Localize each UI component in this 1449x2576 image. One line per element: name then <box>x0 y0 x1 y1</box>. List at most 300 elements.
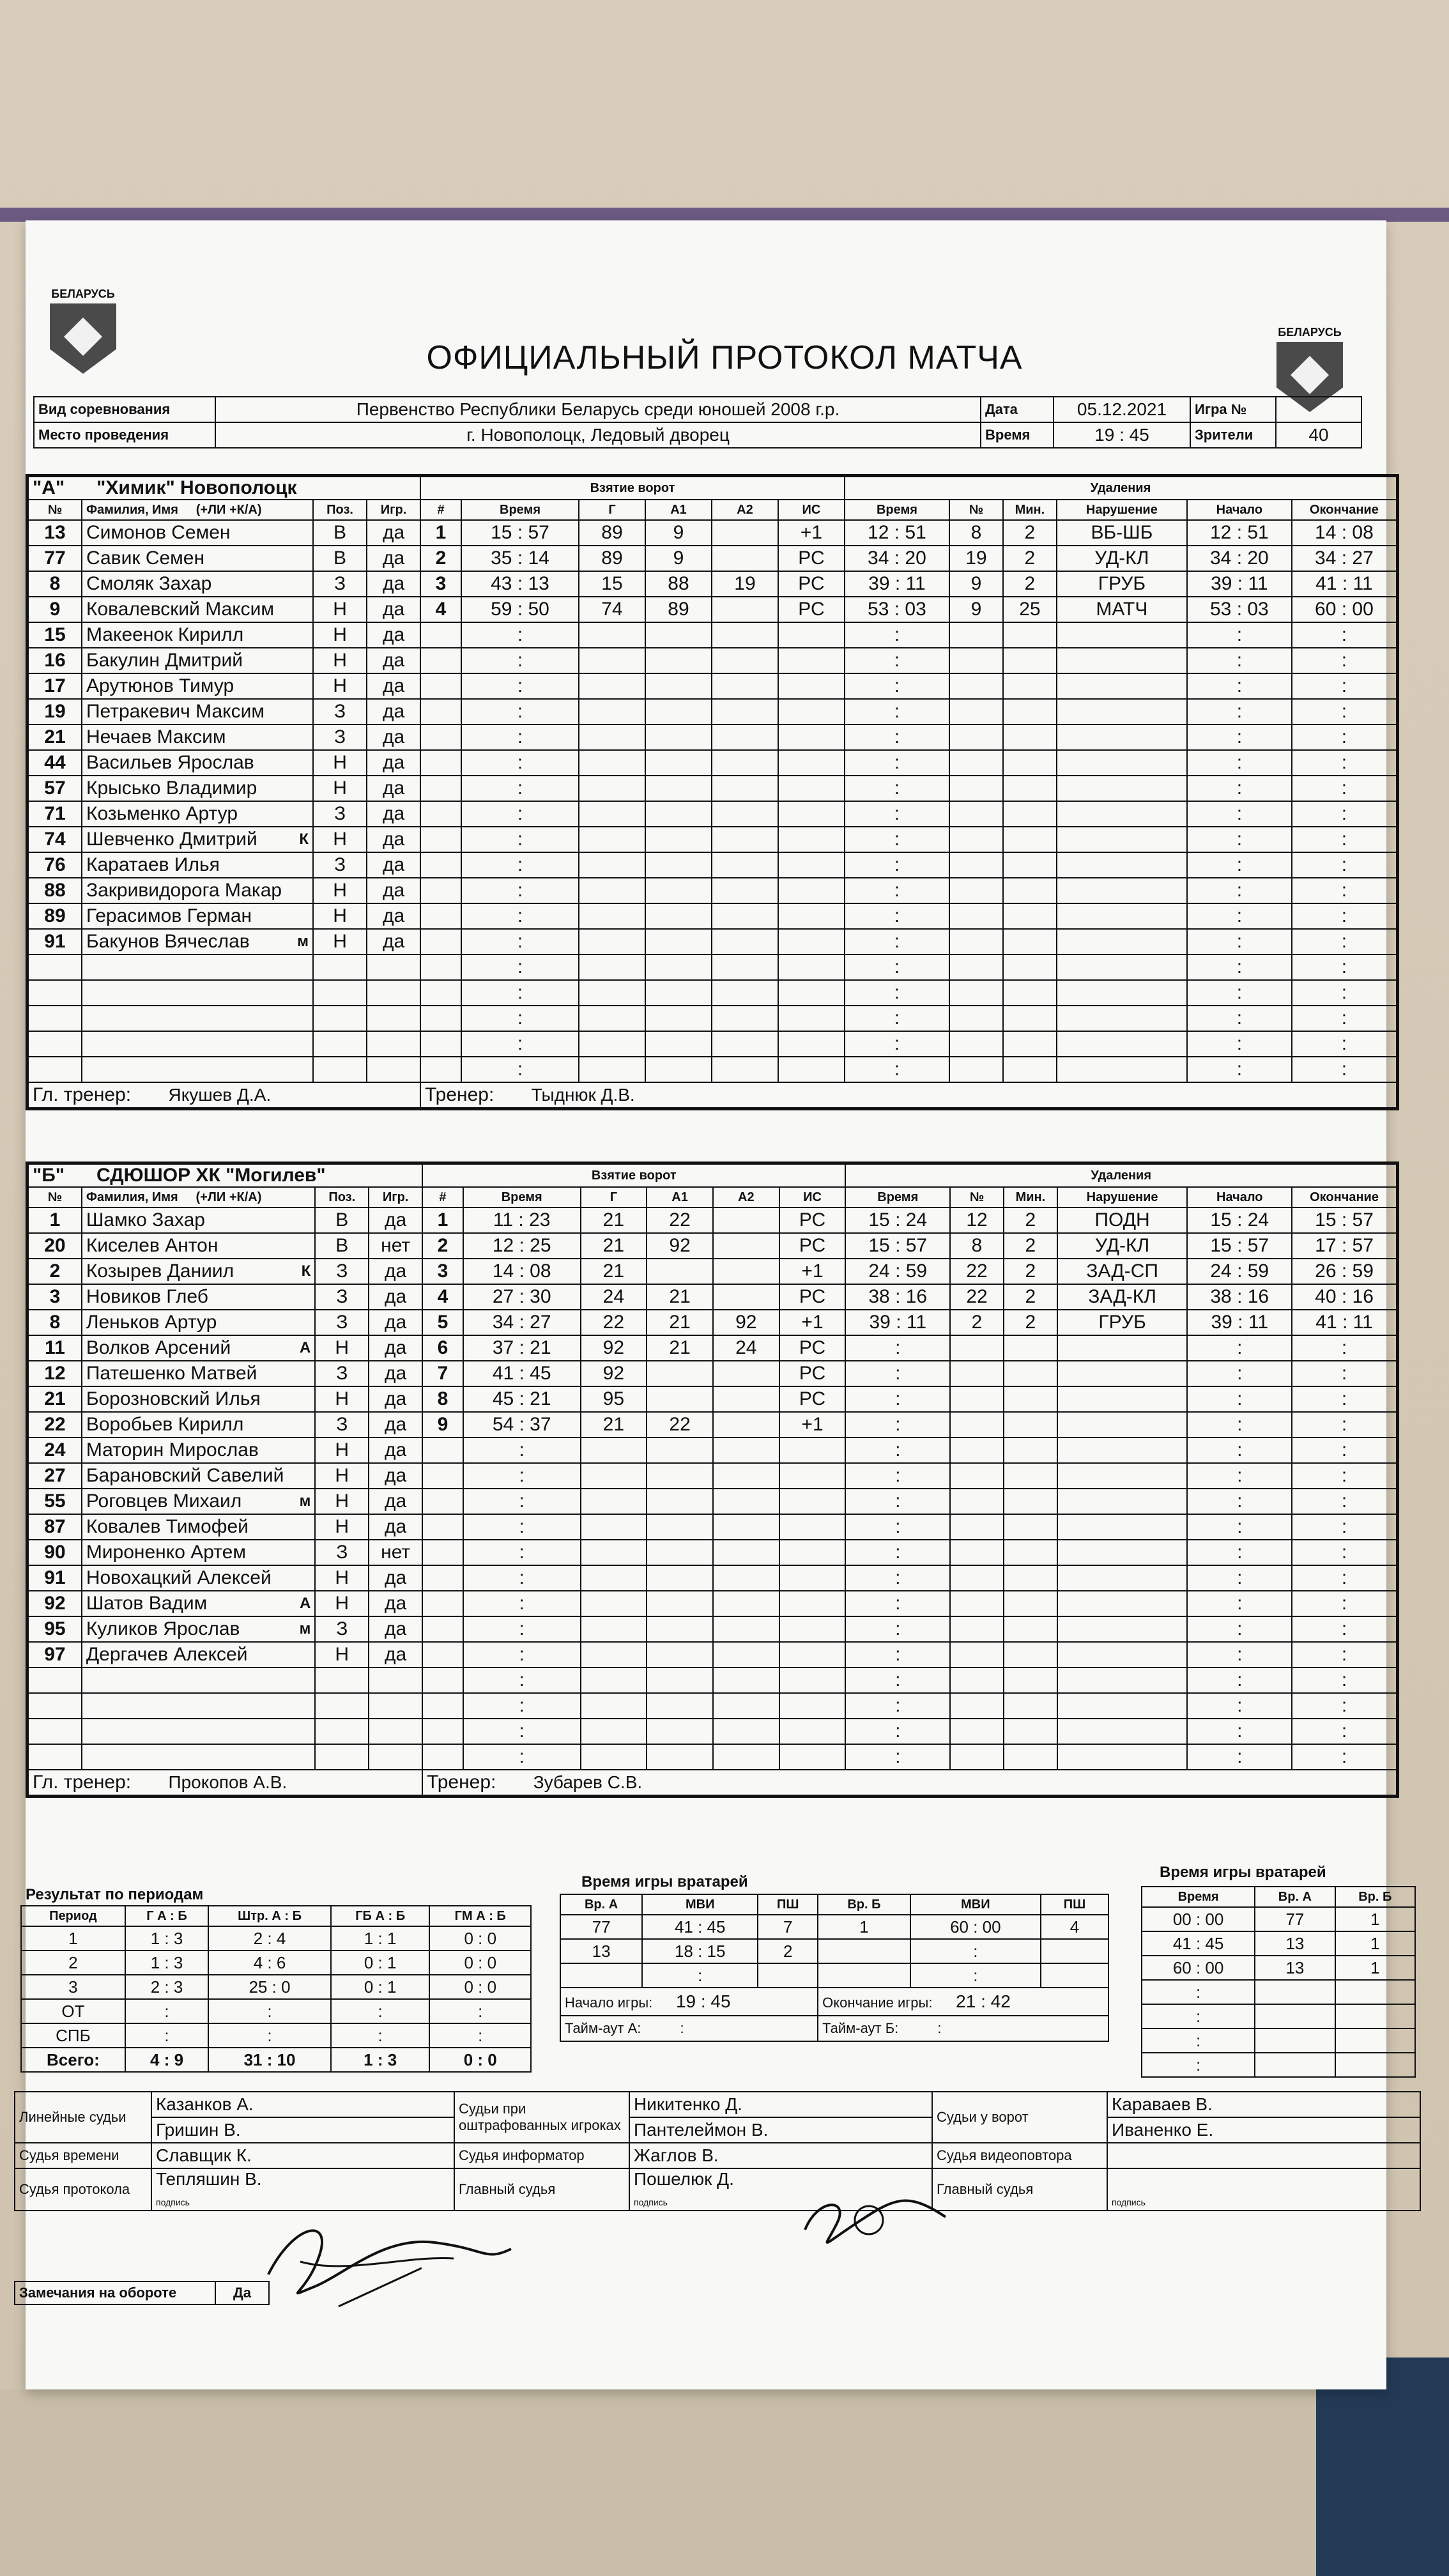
penalty-start: 38 : 16 <box>1187 1284 1292 1310</box>
player-role <box>286 724 313 750</box>
goal-scorer: 74 <box>579 597 645 622</box>
officials-table <box>14 2091 1421 2211</box>
player-name: Новохацкий Алексей <box>82 1565 288 1591</box>
goal-time: 43 : 13 <box>461 571 579 597</box>
player-name: Смоляк Захар <box>82 571 286 597</box>
player-number: 97 <box>27 1642 82 1667</box>
col-pen-end: Окончание <box>1292 500 1398 520</box>
player-position: Н <box>313 827 367 852</box>
comp-label: Вид соревнования <box>34 397 215 422</box>
period-cell: 3 <box>21 1975 125 1999</box>
player-name: Куликов Ярослав <box>82 1616 288 1642</box>
period-cell: СПБ <box>21 2023 125 2048</box>
penalty-end: 41 : 11 <box>1292 571 1398 597</box>
player-played: да <box>367 673 420 699</box>
penalty-start: 24 : 59 <box>1187 1259 1292 1284</box>
player-played: да <box>369 1616 422 1642</box>
player-name: Ковалевский Максим <box>82 597 286 622</box>
goal-situation: +1 <box>778 520 845 546</box>
date-label: Дата <box>981 397 1054 422</box>
player-name: Маторин Мирослав <box>82 1438 288 1463</box>
period-cell: : <box>331 1999 430 2023</box>
goal-situation: +1 <box>779 1412 846 1438</box>
col-pen-num: № <box>950 1187 1004 1208</box>
col-name: Фамилия, Имя <box>86 502 178 517</box>
player-role <box>288 1361 315 1386</box>
table-row: 17 Арутюнов Тимур Н да : : : : <box>27 673 1398 699</box>
goal-time: 27 : 30 <box>463 1284 581 1310</box>
penalty-violation: УД-КЛ <box>1057 546 1187 571</box>
team-name: "Химик" Новополоцк <box>96 477 297 498</box>
video-judge <box>1107 2143 1420 2168</box>
player-name: Киселев Антон <box>82 1233 288 1259</box>
table-row <box>21 1999 531 2023</box>
table-row <box>27 1310 1398 1335</box>
team-letter: "А" <box>33 477 65 498</box>
game-start-label: Начало игры: <box>565 1995 653 2011</box>
table-row: : : : : <box>27 1744 1398 1770</box>
player-name: Леньков Артур <box>82 1310 288 1335</box>
coach-label: Тренер: <box>425 1084 494 1105</box>
period-cell: 0 : 0 <box>429 1975 531 1999</box>
player-name: Козырев Даниил <box>82 1259 288 1284</box>
periods-col-header: Период <box>21 1906 125 1926</box>
player-number: 21 <box>27 724 82 750</box>
col-is: ИС <box>778 500 845 520</box>
goal-number: 7 <box>422 1361 463 1386</box>
player-name: Новиков Глеб <box>82 1284 288 1310</box>
player-name: Герасимов Герман <box>82 903 286 929</box>
penalty-start: 34 : 20 <box>1187 546 1292 571</box>
player-played: да <box>369 1284 422 1310</box>
player-name: Савик Семен <box>82 546 286 571</box>
goal-assist-2 <box>712 597 778 622</box>
head-coach: Якушев Д.А. <box>168 1085 272 1105</box>
period-cell: 1 <box>21 1926 125 1951</box>
player-position: З <box>313 571 367 597</box>
period-cell: 0 : 0 <box>429 1926 531 1951</box>
team-letter: "Б" <box>33 1165 65 1186</box>
player-played: да <box>369 1259 422 1284</box>
page-title: ОФИЦИАЛЬНЫЙ ПРОТОКОЛ МАТЧА <box>426 339 1023 376</box>
table-row: 91 Бакунов Вячеслав м Н да : : : : <box>27 929 1398 954</box>
penalty-start: 39 : 11 <box>1187 571 1292 597</box>
timeout-a-label: Тайм-аут А: <box>565 2020 641 2036</box>
penalty-player: 8 <box>949 520 1003 546</box>
linesman-1: Казанков А. <box>151 2092 454 2117</box>
goal-situation: РС <box>779 1233 846 1259</box>
player-played: да <box>367 597 420 622</box>
penalty-start: 53 : 03 <box>1187 597 1292 622</box>
timekeeper: Славщик К. <box>151 2143 454 2168</box>
periods-title: Результат по периодам <box>26 1886 204 1903</box>
col-pen-num: № <box>949 500 1003 520</box>
player-role <box>288 1208 315 1233</box>
gk-cell <box>560 1963 642 1988</box>
player-number: 92 <box>27 1591 82 1616</box>
player-played: нет <box>369 1540 422 1565</box>
sign-caption: подпись <box>634 2197 668 2207</box>
table-row <box>560 1963 1108 1988</box>
player-role <box>286 597 313 622</box>
col-pen-min: Мин. <box>1004 1187 1057 1208</box>
penalty-minutes: 2 <box>1004 1259 1057 1284</box>
gk-col-header: ПШ <box>1041 1894 1108 1915</box>
col-li: (+ЛИ +К/А) <box>195 502 262 517</box>
player-position: З <box>315 1284 369 1310</box>
period-cell: 1 : 3 <box>125 1926 208 1951</box>
player-number: 8 <box>27 571 82 597</box>
team-name-header <box>27 476 421 500</box>
player-played: да <box>369 1489 422 1514</box>
col-li: (+ЛИ +К/А) <box>195 1190 262 1204</box>
player-name: Симонов Семен <box>82 520 286 546</box>
goal-number: 3 <box>420 571 461 597</box>
player-played: да <box>369 1412 422 1438</box>
player-position: Н <box>313 878 367 903</box>
player-position: З <box>315 1361 369 1386</box>
player-role <box>286 801 313 827</box>
goal-number: 5 <box>422 1310 463 1335</box>
table-row: 27 Барановский Савелий Н да : : : : <box>27 1463 1398 1489</box>
player-name: Роговцев Михаил <box>82 1489 288 1514</box>
game-end-label: Окончание игры: <box>822 1995 933 2011</box>
player-role <box>288 1463 315 1489</box>
goal-assist-1: 89 <box>645 597 712 622</box>
timeout-b: : <box>937 2020 942 2036</box>
gk-cell: 60 : 00 <box>910 1915 1041 1939</box>
periods-col-header: Г А : Б <box>125 1906 208 1926</box>
player-role <box>286 776 313 801</box>
player-role <box>286 520 313 546</box>
penalty-end: 34 : 27 <box>1292 546 1398 571</box>
goal-number: 8 <box>422 1386 463 1412</box>
gk-cell: 13 <box>560 1939 642 1963</box>
penalty-violation: ЗАД-СП <box>1057 1259 1188 1284</box>
col-name: Фамилия, Имя <box>86 1190 178 1204</box>
player-name: Петракевич Максим <box>82 699 286 724</box>
col-pen-start: Начало <box>1187 1187 1292 1208</box>
penalty-minutes: 2 <box>1004 1310 1057 1335</box>
player-position: В <box>313 546 367 571</box>
goal-assist-2 <box>713 1233 779 1259</box>
team-name-header <box>27 1163 423 1188</box>
goal-assist-2 <box>713 1259 779 1284</box>
gk2-col-header: Вр. Б <box>1335 1887 1415 1907</box>
period-cell: 0 : 0 <box>429 2048 531 2072</box>
goal-scorer: 92 <box>581 1361 647 1386</box>
goal-judges-label: Судьи у ворот <box>932 2092 1107 2143</box>
penalty-minutes: 2 <box>1004 1208 1057 1233</box>
player-name: Макеенок Кирилл <box>82 622 286 648</box>
col-a2: А2 <box>713 1187 779 1208</box>
penalty-end: 17 : 57 <box>1292 1233 1397 1259</box>
player-role <box>288 1438 315 1463</box>
player-position: З <box>315 1412 369 1438</box>
gk2-cell: 13 <box>1255 1931 1335 1956</box>
player-role <box>286 673 313 699</box>
goal-judge-2: Иваненко Е. <box>1107 2117 1420 2143</box>
player-role <box>288 1565 315 1591</box>
informer: Жаглов В. <box>629 2143 932 2168</box>
table-row <box>1142 1956 1415 1980</box>
period-cell: 4 : 6 <box>208 1951 331 1975</box>
player-position: Н <box>315 1514 369 1540</box>
game-start: 19 : 45 <box>675 1991 731 2011</box>
gk-cell: : <box>642 1963 758 1988</box>
table-row <box>560 1915 1108 1939</box>
col-a2: А2 <box>712 500 778 520</box>
timeout-b-label: Тайм-аут Б: <box>822 2020 899 2036</box>
player-played: да <box>369 1310 422 1335</box>
penalties-title: Удаления <box>845 476 1398 500</box>
goal-number: 6 <box>422 1335 463 1361</box>
table-row: 76 Каратаев Илья З да : : : : <box>27 852 1398 878</box>
penalty-end: 15 : 57 <box>1292 1208 1397 1233</box>
game-number <box>1276 397 1361 422</box>
penalty-violation: ВБ-ШБ <box>1057 520 1187 546</box>
player-position: З <box>313 724 367 750</box>
penalty-start: 15 : 24 <box>1187 1208 1292 1233</box>
periods-col-header: Штр. А : Б <box>208 1906 331 1926</box>
player-number: 24 <box>27 1438 82 1463</box>
penalty-minutes: 2 <box>1004 1233 1057 1259</box>
penalty-player: 19 <box>949 546 1003 571</box>
player-position: Н <box>313 673 367 699</box>
table-row <box>27 597 1398 622</box>
player-played: да <box>367 699 420 724</box>
player-played: да <box>369 1642 422 1667</box>
table-row <box>27 546 1398 571</box>
spectators-label: Зрители <box>1190 422 1276 448</box>
period-cell: : <box>125 1999 208 2023</box>
player-position: Н <box>315 1565 369 1591</box>
periods-table <box>20 1905 532 2073</box>
penbox-label: Судьи при оштрафованных игроках <box>454 2092 629 2143</box>
gk-cell: 1 <box>818 1915 910 1939</box>
desk <box>0 2389 1449 2576</box>
penalty-player: 9 <box>949 571 1003 597</box>
sign-caption: подпись <box>156 2197 190 2207</box>
goal-assist-1: 92 <box>647 1233 713 1259</box>
table-row: 21 Борозновский Илья Н да 8 45 : 21 95 РС : : : <box>27 1386 1398 1412</box>
gk2-cell: 1 <box>1335 1956 1415 1980</box>
goal-assist-2: 24 <box>713 1335 779 1361</box>
player-role <box>286 852 313 878</box>
player-name: Шамко Захар <box>82 1208 288 1233</box>
player-role <box>288 1284 315 1310</box>
table-row <box>21 1951 531 1975</box>
player-number: 89 <box>27 903 82 929</box>
penalty-start: 12 : 51 <box>1187 520 1292 546</box>
table-row: 89 Герасимов Герман Н да : : : : <box>27 903 1398 929</box>
player-played: да <box>369 1514 422 1540</box>
player-role: А <box>288 1591 315 1616</box>
player-number: 74 <box>27 827 82 852</box>
gk2-cell: 13 <box>1255 1956 1335 1980</box>
table-row: 74 Шевченко Дмитрий К Н да : : : : <box>27 827 1398 852</box>
video-judge-label: Судья видеоповтора <box>932 2143 1107 2168</box>
penbox-judge-1: Никитенко Д. <box>629 2092 932 2117</box>
gk-cell <box>1041 1939 1108 1963</box>
goal-judge-1: Караваев В. <box>1107 2092 1420 2117</box>
goal-scorer: 24 <box>581 1284 647 1310</box>
player-number: 3 <box>27 1284 82 1310</box>
col-violation: Нарушение <box>1057 500 1187 520</box>
player-name: Шатов Вадим <box>82 1591 288 1616</box>
player-position: В <box>315 1233 369 1259</box>
player-position: З <box>315 1616 369 1642</box>
player-played: да <box>367 648 420 673</box>
player-position: Н <box>315 1438 369 1463</box>
gk-cell: 41 : 45 <box>642 1915 758 1939</box>
chief-label: Главный судья <box>454 2168 629 2211</box>
col-pos: Поз. <box>313 500 367 520</box>
penalty-end: 26 : 59 <box>1292 1259 1397 1284</box>
table-row <box>27 1259 1398 1284</box>
goal-assist-2 <box>713 1386 779 1412</box>
gk2-cell: 41 : 45 <box>1142 1931 1255 1956</box>
goal-assist-1: 21 <box>647 1284 713 1310</box>
match-header <box>33 396 1362 448</box>
col-goal: Г <box>581 1187 647 1208</box>
player-played: да <box>369 1361 422 1386</box>
col-pen-end: Окончание <box>1292 1187 1397 1208</box>
table-row: : : : : <box>27 1667 1398 1693</box>
goal-scorer: 22 <box>581 1310 647 1335</box>
table-row: 11 Волков Арсений А Н да 6 37 : 21 92 21 24 РС : : : <box>27 1335 1398 1361</box>
goal-scorer: 92 <box>581 1335 647 1361</box>
sign-caption: подпись <box>1112 2197 1146 2207</box>
player-played: да <box>369 1463 422 1489</box>
goal-assist-2: 92 <box>713 1310 779 1335</box>
gk2-title: Время игры вратарей <box>1160 1864 1326 1881</box>
table-row: 19 Петракевич Максим З да : : : : <box>27 699 1398 724</box>
player-position: Н <box>315 1335 369 1361</box>
goal-scorer: 89 <box>579 520 645 546</box>
table-row <box>27 571 1398 597</box>
penalty-violation: ПОДН <box>1057 1208 1188 1233</box>
start-time: 19 : 45 <box>1054 422 1190 448</box>
penalty-end: 14 : 08 <box>1292 520 1398 546</box>
table-row: 15 Макеенок Кирилл Н да : : : : <box>27 622 1398 648</box>
player-played: да <box>367 878 420 903</box>
logo-text: БЕЛАРУСЬ <box>1278 326 1342 339</box>
gk-col-header: МВИ <box>642 1894 758 1915</box>
table-row <box>27 1208 1398 1233</box>
period-cell: : <box>429 2023 531 2048</box>
gk-cell <box>818 1963 910 1988</box>
period-cell: Всего: <box>21 2048 125 2072</box>
player-name: Воробьев Кирилл <box>82 1412 288 1438</box>
player-number: 20 <box>27 1233 82 1259</box>
goal-scorer: 21 <box>581 1259 647 1284</box>
table-row: 16 Бакулин Дмитрий Н да : : : : <box>27 648 1398 673</box>
player-position: Н <box>313 929 367 954</box>
player-number: 87 <box>27 1514 82 1540</box>
player-role <box>288 1642 315 1667</box>
game-label: Игра № <box>1190 397 1276 422</box>
penalty-time: 24 : 59 <box>845 1259 950 1284</box>
player-number: 55 <box>27 1489 82 1514</box>
col-play: Игр. <box>367 500 420 520</box>
period-cell: : <box>125 2023 208 2048</box>
goal-assist-1: 22 <box>647 1208 713 1233</box>
protocol-judge-label: Судья протокола <box>15 2168 151 2211</box>
player-position: Н <box>313 750 367 776</box>
col-goal-num: # <box>422 1187 463 1208</box>
table-row: : : : : <box>27 1057 1398 1082</box>
col-number: № <box>27 500 82 520</box>
period-cell: 0 : 1 <box>331 1975 430 1999</box>
player-number: 90 <box>27 1540 82 1565</box>
gk2-cell: 1 <box>1335 1931 1415 1956</box>
goal-assist-2 <box>713 1412 779 1438</box>
penalty-player: 9 <box>949 597 1003 622</box>
col-pen-time: Время <box>845 1187 950 1208</box>
penalty-time: 34 : 20 <box>845 546 949 571</box>
col-pos: Поз. <box>315 1187 369 1208</box>
penalty-player: 2 <box>950 1310 1004 1335</box>
penalty-time: 53 : 03 <box>845 597 949 622</box>
period-cell: : <box>429 1999 531 2023</box>
main-judge-label: Главный судья <box>932 2168 1107 2211</box>
goal-situation: РС <box>778 571 845 597</box>
col-pen-min: Мин. <box>1003 500 1057 520</box>
table-row <box>21 1975 531 1999</box>
player-played: да <box>367 750 420 776</box>
chair <box>1316 2358 1449 2576</box>
goal-assist-1: 21 <box>647 1310 713 1335</box>
player-played: да <box>367 827 420 852</box>
period-cell: 2 : 3 <box>125 1975 208 1999</box>
table-row: : : : : <box>27 1006 1398 1031</box>
player-name: Арутюнов Тимур <box>82 673 286 699</box>
penalty-time: 12 : 51 <box>845 520 949 546</box>
player-number: 21 <box>27 1386 82 1412</box>
penalty-minutes: 2 <box>1003 571 1057 597</box>
penalty-end: 41 : 11 <box>1292 1310 1397 1335</box>
penalty-violation: ГРУБ <box>1057 1310 1188 1335</box>
player-played: да <box>369 1386 422 1412</box>
gk2-col-header: Время <box>1142 1887 1255 1907</box>
goal-time: 59 : 50 <box>461 597 579 622</box>
goal-scorer: 21 <box>581 1208 647 1233</box>
goal-time: 37 : 21 <box>463 1335 581 1361</box>
player-played: да <box>369 1208 422 1233</box>
player-role: м <box>286 929 313 954</box>
player-number: 2 <box>27 1259 82 1284</box>
player-played: да <box>369 1438 422 1463</box>
penalty-end: 40 : 16 <box>1292 1284 1397 1310</box>
table-row: 12 Патешенко Матвей З да 7 41 : 45 92 РС : : : <box>27 1361 1398 1386</box>
player-name: Закривидорога Макар <box>82 878 286 903</box>
gk2-cell: 00 : 00 <box>1142 1907 1255 1931</box>
player-played: да <box>367 520 420 546</box>
goal-time: 11 : 23 <box>463 1208 581 1233</box>
penalty-start: 15 : 57 <box>1187 1233 1292 1259</box>
period-cell: 2 : 4 <box>208 1926 331 1951</box>
player-position: Н <box>313 597 367 622</box>
col-play: Игр. <box>369 1187 422 1208</box>
penalty-violation: ГРУБ <box>1057 571 1187 597</box>
goal-assist-1: 22 <box>647 1412 713 1438</box>
player-number: 91 <box>27 1565 82 1591</box>
col-violation: Нарушение <box>1057 1187 1188 1208</box>
team-name: СДЮШОР ХК "Могилев" <box>96 1165 326 1186</box>
table-row: 91 Новохацкий Алексей Н да : : : : <box>27 1565 1398 1591</box>
player-number: 76 <box>27 852 82 878</box>
